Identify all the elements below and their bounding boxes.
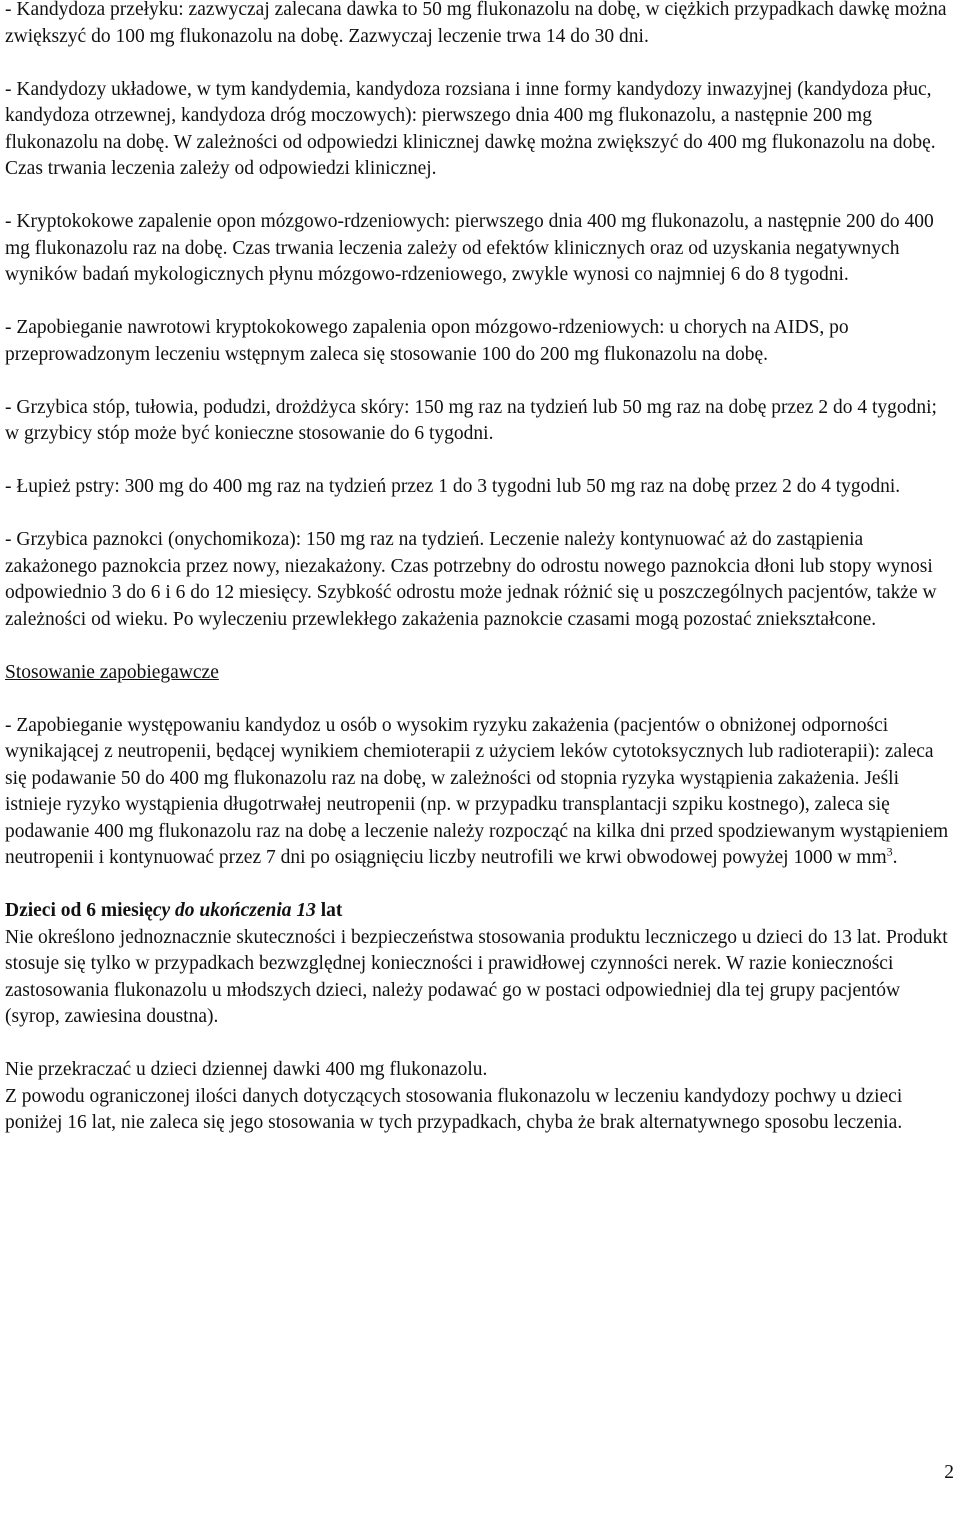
page-number: 2 [944,1462,954,1483]
paragraph-vaginal-candidiasis: Z powodu ograniczonej ilości danych dotyczących stosowania flukonazolu w leczeniu kandydozy pochwy u dzieci poniżej 16 lat, nie zaleca się jego stosowania w tych przypadkach, chyba że brak alternatywnego sposobu leczenia. [5,1085,903,1133]
paragraph-pityriasis: - Łupież pstry: 300 mg do 400 mg raz na tydzień przez 1 do 3 tygodni lub 50 mg raz na dobę przez 2 do 4 tygodni. [5,476,901,497]
section-heading-prevention: Stosowanie zapobiegawcze [5,661,219,683]
paragraph-children-max-dose: Nie przekraczać u dzieci dziennej dawki 400 mg flukonazolu. [5,1059,488,1080]
prophylaxis-text: - Zapobieganie występowaniu kandydoz u osób o wysokim ryzyku zakażenia (pacjentów o obniżonej odporności wynikającej z neutropenii, będącej wynikiem chemioterapii z użyciem leków cytotoksycznych lub radioterapii): zaleca się podawanie 50 do 400 mg flukonazolu raz na dobę, w zależności od stopnia ryzyka wystąpienia zakażenia. Jeśli istnieje ryzyko wystąpienia długotrwałej neutropenii (np. w przypadku transplantacji szpiku kostnego), zaleca się podawanie 400 mg flukonazolu raz na dobę a leczenie należy rozpocząć na kilka dni przed spodziewanym wystąpieniem neutropenii i kontynuować przez 7 dni po osiągnięciu liczby neutrofili we krwi obwodowej powyżej 1000 w mm [5,714,949,868]
heading-children-part-a: Dzieci od 6 miesię [5,900,153,921]
paragraph-esophageal-candidiasis: - Kandydoza przełyku: zazwyczaj zalecana dawka to 50 mg flukonazolu na dobę, w ciężkich przypadkach dawkę można zwiększyć do 100 mg flukonazolu na dobę. Zazwyczaj leczenie trwa 14 do 30 dni. [5,0,947,47]
paragraph-systemic-candidiasis: - Kandydozy układowe, w tym kandydemia, kandydoza rozsiana i inne formy kandydozy inwazyjnej (kandydoza płuc, kandydoza otrzewnej, kandydoza dróg moczowych): pierwszego dnia 400 mg flukonazolu, a następnie 200 mg flukonazolu na dobę. W zależności od odpowiedzi klinicznej dawkę można zwiększyć do 400 mg flukonazolu na dobę. Czas trwania leczenia zależy od odpowiedzi klinicznej. [5,78,936,179]
document-page [5,0,955,1163]
paragraph-prophylaxis [5,713,955,872]
paragraph-onychomycosis: - Grzybica paznokci (onychomikoza): 150 mg raz na tydzień. Leczenie należy kontynuować aż do zastąpienia zakażonego paznokcia przez nowy, niezakażony. Czas potrzebny do odrostu nowego paznokcia dłoni lub stopy wynosi odpowiednio 3 do 6 i 6 do 12 miesięcy. Szybkość odrostu może jednak różnić się u poszczególnych pacjentów, także w zależności od wieku. Po wyleczeniu przewlekłego zakażenia paznokcie czasami mogą pozostać zniekształcone. [5,529,937,630]
paragraph-children-efficacy: Nie określono jednoznacznie skuteczności i bezpieczeństwa stosowania produktu leczniczego u dzieci do 13 lat. Produkt stosuje się tylko w przypadkach bezwzględnej konieczności i prawidłowej czynności nerek. W razie konieczności zastosowania flukonazolu u młodszych dzieci, należy podawać go w postaci odpowiedniej dla tej grupy pacjentów (syrop, zawiesina doustna). [5,926,948,1027]
heading-children-part-c: lat [315,900,343,921]
paragraph-cryptococcal-meningitis: - Kryptokokowe zapalenie opon mózgowo-rdzeniowych: pierwszego dnia 400 mg flukonazolu, a następnie 200 do 400 mg flukonazolu raz na dobę. Czas trwania leczenia zależy od efektów klinicznych oraz od uzyskania negatywnych wyników badań mykologicznych płynu mózgowo-rdzeniowego, zwykle wynosi co najmniej 6 do 8 tygodni. [5,211,934,285]
paragraph-tinea: - Grzybica stóp, tułowia, podudzi, drożdżyca skóry: 150 mg raz na tydzień lub 50 mg raz na dobę przez 2 do 4 tygodni; w grzybicy stóp może być konieczne stosowanie do 6 tygodni. [5,396,937,444]
heading-children-part-b: cy do ukończenia 13 [152,900,316,921]
superscript: 3 [886,844,893,859]
section-heading-children [5,898,955,925]
prophylaxis-end: . [892,847,898,868]
paragraph-relapse-prevention: - Zapobieganie nawrotowi kryptokokowego zapalenia opon mózgowo-rdzeniowych: u chorych na AIDS, po przeprowadzonym leczeniu wstępnym zaleca się stosowanie 100 do 200 mg flukonazolu na dobę. [5,317,849,365]
